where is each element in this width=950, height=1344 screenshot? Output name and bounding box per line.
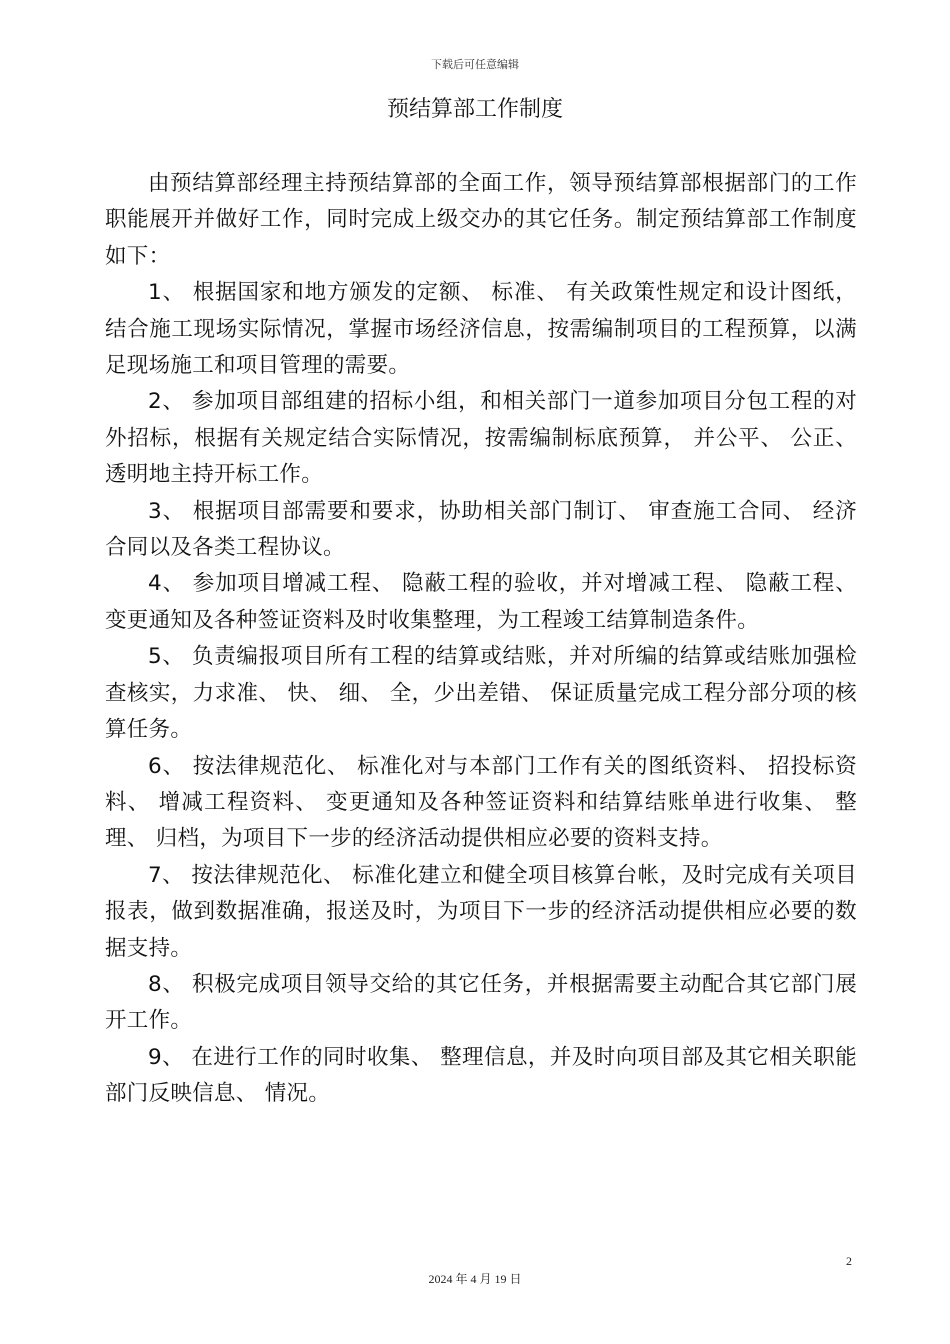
rule-paragraph-4: 4、 参加项目增减工程、 隐蔽工程的验收，并对增减工程、 隐蔽工程、 变更通知及各种签证资料及时收集整理，为工程竣工结算制造条件。 [105, 571, 857, 633]
rule-paragraph-3: 3、 根据项目部需要和要求，协助相关部门制订、 审查施工合同、 经济合同以及各类工程协议。 [105, 498, 857, 561]
footer-date: 2024 年 4 月 19 日 [428, 1272, 522, 1286]
rule-paragraph-7: 7、 按法律规范化、 标准化建立和健全项目核算台帐，及时完成有关项目报表，做到数据准确，报送及时，为项目下一步的经济活动提供相应必要的数据支持。 [105, 862, 857, 961]
intro-paragraph: 由预结算部经理主持预结算部的全面工作，领导预结算部根据部门的工作职能展开并做好工作，同时完成上级交办的其它任务。制定预结算部工作制度如下： [105, 171, 857, 269]
header-note: 下载后可任意编辑 [431, 58, 519, 71]
rule-paragraph-1: 1、 根据国家和地方颁发的定额、 标准、 有关政策性规定和设计图纸，结合施工现场实际情况，掌握市场经济信息，按需编制项目的工程预算，以满足现场施工和项目管理的需要。 [105, 280, 857, 379]
document-body [105, 166, 857, 1113]
page-number: 2 [846, 1254, 852, 1268]
rule-paragraph-9: 9、 在进行工作的同时收集、 整理信息，并及时向项目部及其它相关职能部门反映信息、 情况。 [105, 1044, 857, 1107]
rule-paragraph-2: 2、 参加项目部组建的招标小组，和相关部门一道参加项目分包工程的对外招标，根据有关规定结合实际情况，按需编制标底预算， 并公平、 公正、 透明地主持开标工作。 [105, 389, 857, 488]
rule-paragraph-5: 5、 负责编报项目所有工程的结算或结账，并对所编的结算或结账加强检查核实，力求准、 快、 细、 全，少出差错、 保证质量完成工程分部分项的核算任务。 [105, 644, 857, 743]
document-title: 预结算部工作制度 [386, 97, 563, 122]
rule-paragraph-6: 6、 按法律规范化、 标准化对与本部门工作有关的图纸资料、 招投标资料、 增减工程资料、 变更通知及各种签证资料和结算结账单进行收集、 整理、 归档，为项目下一步的经济活动提供相应必要的资料支持。 [105, 753, 857, 852]
rule-paragraph-8: 8、 积极完成项目领导交给的其它任务，并根据需要主动配合其它部门展开工作。 [105, 971, 857, 1034]
